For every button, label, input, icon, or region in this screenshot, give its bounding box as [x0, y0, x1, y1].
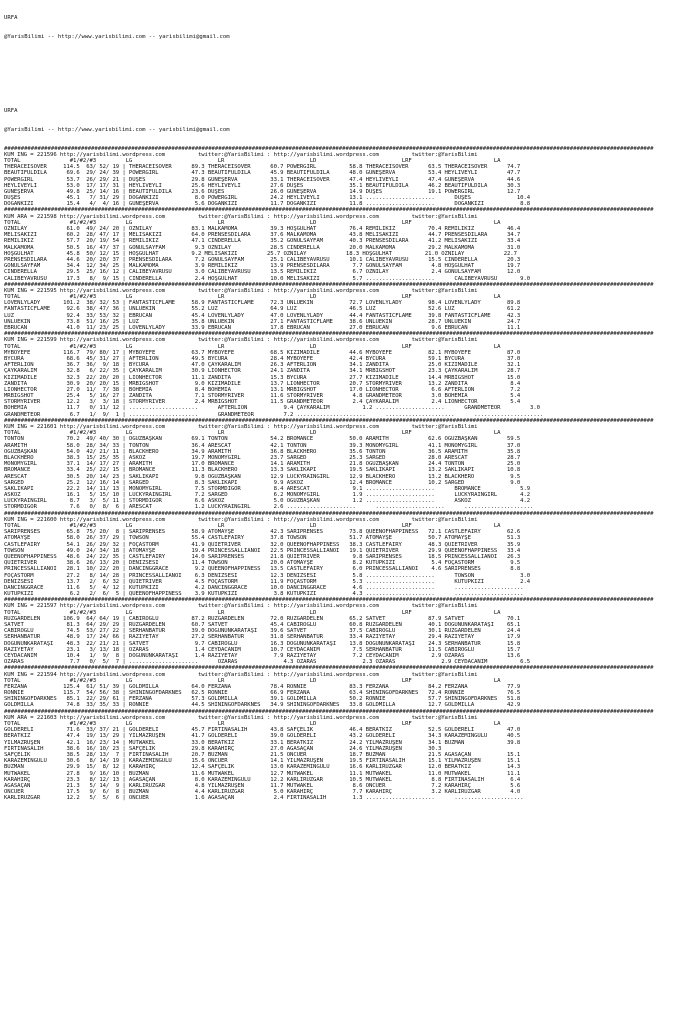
race-row: MONOMYGIRL 37.1 14/ 17/ 27 | ARAMİTH 17.0 BROMANCE 14.1 ARAMİTH 21.8 OĞUZBAŞKAN 24.4 TONTON 25.0	[4, 461, 521, 468]
race-row: DOĞANKIZI 15.4 4/ 4/ 16 | GÜNEŞERVA 5.6 DOĞANKIZI 11.7 DOĞANKIZI 11.8 ..................... DOĞANKIZI 8.8	[4, 201, 531, 208]
race-block	[4, 337, 684, 417]
column-header: TOTAL #1/#2/#3 LG LR LD LRF LA	[4, 430, 501, 437]
race-row: LUZ 92.4 33/ 53/ 32 | EBRUCAN 45.4 LOVENLYLADY 47.0 LOVENLYLADY 44.4 FANTASTICFLAME 39.8 FANTASTICFLAME 42.3	[4, 312, 521, 319]
race-row: ASKOZ 16.1 5/ 15/ 10 | LUCKYRAINGIRL 7.2 SARGED 6.2 MONOMYGIRL 1.9 ..................... LUCKYRAINGIRL 4.2	[4, 492, 531, 499]
subheader-contact: @YarisBilimi -- http://www.yarisbilimi.com -- yarisbilimi@gmail.com	[4, 126, 230, 133]
race-header: KUM ING = 221595 http://yarisbilimi.wordpress.com twitter:@YarisBilimi : http://yarisbilimi.wordpress.com twitter:@YarisBilimi	[4, 287, 478, 294]
race-row: BEAUTIFULDILA 69.6 29/ 24/ 39 | POWERGIRL 47.3 BEAUTIFULDILA 45.9 BEAUTIFULDILA 48.0 GÜNEŞERVA 53.4 HEYLIVEYLI 47.7	[4, 170, 521, 177]
separator-line: ##################################################################################################################################################################################################	[4, 417, 654, 424]
race-header: KUM ING = 221597 http://yarisbilimi.wordpress.com twitter:@YarisBilimi : http://yarisbilimi.wordpress.com twitter:@YarisBilimi	[4, 603, 478, 610]
race-row: MALKAMOMA 50.5 16/ 47/ 37 | GÖNÜLSAYFAM 9.3 ÖZNİLAY 28.5 CİNDERELLA 20.0 MALKAMOMA 29.2 MALKAMOMA 31.0	[4, 244, 521, 251]
spacer	[4, 53, 684, 59]
race-row: SARIPRENSES 65.8 75/ 20/ 8 | SARIPRENSES 58.9 ATOMAYŞE 42.3 SARIPRENSES 73.8 QUEENOFHAPPINESS 72.1 CASTLEFAIRY 62.6	[4, 529, 521, 536]
race-row: ÖZNİLAY 61.0 49/ 24/ 20 | ÖZNİLAY 83.1 MALKAMOMA 39.3 HOŞGÜLHAT 76.4 REMİLİKIZ 70.4 REMİLİKIZ 46.4	[4, 226, 521, 232]
race-row: GÜNEŞERVA 49.8 25/ 14/ 16 | BEAUTIFULDILA 23.6 DÜŞES 26.0 GÜNEŞERVA 14.9 DÜŞES 19.1 POWERGIRL 12.7	[4, 188, 521, 195]
race-row: KARLIRÜZGAR 12.2 5/ 5/ 6 | ÖNCÜER 1.6 AĞASAÇAN 2.4 FIRTINASALİH 1.3 ..................... .....................	[4, 795, 524, 802]
race-header: KUM ING = 221596 http://yarisbilimi.wordpress.com twitter:@YarisBilimi : http://yarisbilimi.wordpress.com twitter:@YarisBilimi	[4, 151, 478, 158]
subheader-title: URFA	[4, 108, 18, 115]
race-header: KUM ARA = 221603 http://yarisbilimi.wordpress.com twitter:@YarisBilimi : http://yarisbilimi.wordpress.com twitter:@YarisBilimi	[4, 714, 478, 721]
spacer	[4, 90, 684, 96]
race-row: SAKLIKAPI 22.2 14/ 11/ 13 | MONOMYGIRL 7.5 STORMDIGOR 8.4 ARESCAT 9.1 ..................... BROMANCE 5.9	[4, 485, 531, 492]
column-header: TOTAL #1/#2/#3 LG LR LD LRF LA	[4, 609, 501, 616]
column-header: TOTAL #1/#2/#3 LG LR LD LRF LA	[4, 219, 501, 226]
race-row: FOÇASTORM 27.2 8/ 14/ 28 | PRINCESSALLIANOI 6.3 DENİZSESİ 12.3 DENİZSESİ 5.8 ..................... TOWSON 3.0	[4, 572, 531, 579]
race-row: AFTERLION 36.7 36/ 9/ 18 | BYCURA 47.0 ÇAYKARALIM 26.3 AFTERLION 34.1 ZANDİTA 25.0 KIZIMADİLE 32.1	[4, 362, 521, 369]
race-row: DENİZSESİ 13.7 2/ 6/ 32 | QUIETRIVER 4.5 FOÇASTORM 11.9 FOÇASTORM 5.3 ..................... KUTUPKIZI 2.4	[4, 578, 531, 585]
race-row: GRANDMETEOR 6.7 1/ 9/ 1 | ..................... GRANDMETEOR 7.2 ..................... ..................... .....................	[4, 411, 544, 418]
race-row: KIZIMADİLE 32.3 22/ 20/ 20 | LIONHECTOR 11.1 ZANDİTA 15.3 BYCURA 27.7 KIZIMADİLE 14.4 MRBIGSHOT 15.0	[4, 374, 521, 381]
race-row: SHININGOFDARKNES 85.1 22/ 29/ 61 | FERZANA 57.3 GOLDMILLA 39.1 GOLDMILLA 50.2 RONNIE 57.7 SHININGOFDARKNES 51.8	[4, 696, 521, 703]
race-row: MUTWAKEL 27.8 9/ 16/ 10 | BUZMAN 11.6 MUTWAKEL 12.7 MUTWAKEL 11.1 MUTWAKEL 11.0 MUTWAKEL 11.1	[4, 770, 521, 777]
race-row: REMİLİKIZ 57.7 20/ 19/ 54 | REMİLİKIZ 47.1 CİNDERELLA 35.2 GÖNÜLSAYFAM 40.3 PRENSESDİLARA 41.2 MELİSAKIZI 33.4	[4, 238, 521, 245]
race-row: ÖNCÜER 17.5 9/ 6/ 8 | BUZMAN 4.4 KARLIRÜZGAR 5.0 KARAHIRÇ 7.7 KARAHIRÇ 3.2 KARLIRÜZGAR 4.0	[4, 789, 521, 796]
race-header: KUM ING = 221594 http://yarisbilimi.wordpress.com twitter:@YarisBilimi : http://yarisbilimi.wordpress.com twitter:@YarisBilimi	[4, 671, 478, 678]
race-row: DOĞUNUNKARATAŞI 48.3 22/ 21/ 21 | SATVET 9.7 CABİROĞLU 16.3 DOĞUNUNKARATAŞI 13.8 DOĞUNUNKARATAŞI 24.3 SERHANBATUR 15.8	[4, 640, 521, 647]
race-row: CİNDERELLA 29.5 25/ 16/ 12 | CALİBEYAVRUSU 3.0 CALİBEYAVRUSU 13.5 REMİLİKIZ 6.7 ÖZNİLAY 2.4 GÖNÜLSAYFAM 12.0	[4, 269, 521, 276]
race-row: STORMYRIVER 12.2 3/ 3/ 18 | STORMYRIVER 2.4 MRBIGSHOT 11.5 GRANDMETEOR 2.4 ÇAYKARALIM 2.4 LIONHECTOR 5.4	[4, 399, 521, 406]
race-row: BERATKIZ 47.4 19/ 13/ 29 | YILMAZRÜŞEN 41.7 GÖLDERELİ 39.0 GÖLDERELİ 43.2 GÖLDERELİ 34.3 KARAZEMİNGÜLÜ 40.5	[4, 733, 521, 740]
race-row: LUCKYRAINGIRL 8.7 3/ 5/ 11 | STORMDIGOR 6.6 ASKOZ 5.0 OĞUZBAŞKAN 1.2 ..................... ASKOZ 4.2	[4, 498, 531, 505]
separator-line: ##################################################################################################################################################################################################	[4, 281, 654, 288]
race-block	[4, 603, 684, 665]
separator-line: ##################################################################################################################################################################################################	[4, 708, 654, 715]
race-block	[4, 288, 684, 331]
race-row: FERZANA 125.4 61/ 51/ 39 | GOLDMILLA 64.0 FERZANA 78.4 RONNIE 83.3 FERZANA 84.2 FERZANA 77.9	[4, 683, 521, 690]
race-row: LIONHECTOR 27.0 11/ 7/ 38 | BOHEMIA 8.4 BOHEMIA 13.1 MRBIGSHOT 17.0 LIONHECTOR 6.6 AFTERLION 7.2	[4, 386, 521, 393]
race-row: ARESCAT 30.5 20/ 14/ 23 | SAKLIKAPI 9.8 OĞUZBAŞKAN 12.9 LUCKYRAINGIRL 12.9 BLACKHERO 13.2 BLACKHERO 9.5	[4, 473, 521, 480]
race-row: THERACEISOVER 114.5 63/ 52/ 19 | THERACEISOVER 89.3 THERACEISOVER 60.7 POWERGIRL 58.8 THERACEISOVER 63.5 THERACEISOVER 74.7	[4, 164, 521, 171]
race-row: ÇAYKARALIM 32.8 6/ 22/ 35 | ÇAYKARALIM 30.9 LIONHECTOR 24.1 ZANDİTA 34.1 MRBIGSHOT 23.3 ÇAYKARALIM 28.7	[4, 368, 521, 375]
race-row: PRENSESDİLARA 44.6 20/ 20/ 37 | PRENSESDİLARA 7.2 GÖNÜLSAYFAM 25.1 CALİBEYAVRUSU 10.1 CALİBEYAVRUSU 15.5 CİNDERELLA 20.3	[4, 256, 521, 263]
race-row: DANCINGGRACE 11.6 5/ 4/ 12 | KUTUPKIZI 4.2 DANCINGGRACE 10.0 DANCINGGRACE 4.6 ..................... .....................	[4, 584, 524, 591]
race-row: CASTLEFAIRY 54.1 26/ 29/ 32 | FOÇASTORM 41.9 QUIETRIVER 32.0 QUEENOFHAPPINESS 38.3 CASTLEFAIRY 48.3 QUIETRIVER 35.9	[4, 541, 521, 548]
race-row: TOWSON 49.0 24/ 34/ 18 | ATOMAYŞE 19.4 PRINCESSALLIANOI 22.5 PRINCESSALLIANOI 19.1 QUIETRIVER 29.9 QUEENOFHAPPINESS 33.4	[4, 547, 521, 554]
race-row: SERHANBATUR 48.9 17/ 24/ 66 | RAZIYETAY 27.2 SERHANBATUR 31.8 SERHANBATUR 33.4 RAZIYETAY 29.4 RAZIYETAY 17.9	[4, 634, 521, 641]
race-row: QUEENOFHAPPINESS 48.6 24/ 22/ 35 | CASTLEFAIRY 14.0 SARIPRENSES 21.8 QUIETRIVER 9.8 SARIPRENSES 18.5 PRINCESSALLIANOI 26.3	[4, 553, 521, 560]
separator-line: ##################################################################################################################################################################################################	[4, 207, 654, 214]
race-row: BYCURA 68.6 45/ 31/ 27 | AFTERLION 49.5 BYCURA 28.4 MYBOYEFE 42.4 BYCURA 59.1 BYCURA 37.0	[4, 355, 521, 362]
race-header: KUM ING = 221600 http://yarisbilimi.wordpress.com twitter:@YarisBilimi : http://yarisbilimi.wordpress.com twitter:@YarisBilimi	[4, 516, 478, 523]
race-row: STORMDIGOR 7.6 0/ 8/ 6 | ARESCAT 1.2 LUCKYRAINGIRL 2.6 ..................... ..................... .....................	[4, 504, 534, 511]
separator-line: ##################################################################################################################################################################################################	[4, 331, 654, 338]
race-block	[4, 715, 684, 802]
race-block	[4, 214, 684, 282]
header-title: URFA	[4, 15, 18, 22]
race-header: KUM ARA = 221598 http://yarisbilimi.wordpress.com twitter:@YarisBilimi : http://yarisbilimi.wordpress.com twitter:@YarisBilimi	[4, 213, 478, 220]
race-row: RAZIYETAY 23.1 3/ 13/ 18 | ÖZARAS 1.4 CEYDACANIM 10.7 CEYDACANIM 7.5 SERHANBATUR 11.5 CABİROĞLU 15.7	[4, 646, 521, 653]
race-block	[4, 152, 684, 208]
race-row: CABİROĞLU 74.5 53/ 27/ 22 | SERHANBATUR 39.0 DOĞUNUNKARATAŞI 39.6 SATVET 37.5 CABİROĞLU 30.1 RÜZGARDELEN 24.4	[4, 628, 521, 635]
race-row: TONTON 70.2 49/ 40/ 30 | OĞUZBAŞKAN 69.1 TONTON 54.2 BROMANCE 50.0 ARAMİTH 62.6 OĞUZBAŞKAN 59.5	[4, 436, 521, 443]
race-row: EBRUCAN 41.0 11/ 23/ 25 | LOVENLYLADY 33.9 EBRUCAN 17.8 EBRUCAN 27.0 EBRUCAN 9.6 EBRUCAN 11.1	[4, 325, 521, 331]
race-row: LOVENLYLADY 101.2 38/ 32/ 53 | FANTASTICFLAME 58.9 FANTASTICFLAME 72.3 ÜNLÜEKİN 72.7 LOVENLYLADY 98.4 LOVENLYLADY 89.8	[4, 300, 521, 307]
race-row: SAFÇELİK 38.5 28/ 13/ 7 | FIRTINASALİH 20.7 BUZMAN 21.5 ÖNCÜER 18.7 BUZMAN 21.5 AĞASAÇAN 15.1	[4, 751, 521, 758]
column-header: TOTAL #1/#2/#3 LG LR LD LRF LA	[4, 294, 501, 301]
race-row: KARAHIRÇ 23.3 8/ 12/ 13 | AĞASAÇAN 8.0 KARAZEMİNGÜLÜ 12.2 KARLIRÜZGAR 10.5 MUTWAKEL 8.8 FIRTINASALİH 6.4	[4, 776, 521, 783]
separator-line: ##################################################################################################################################################################################################	[4, 597, 654, 604]
race-row: BUZMAN 29.9 15/ 8/ 12 | KARAHIRÇ 12.4 SAFÇELİK 13.0 KARAZEMİNGÜLÜ 16.6 KARLIRÜZGAR 12.0 BERATKIZ 14.3	[4, 764, 521, 771]
race-row: RÜZGARDELEN 106.9 64/ 64/ 19 | CABİROĞLU 87.2 RÜZGARDELEN 72.0 RÜZGARDELEN 65.2 SATVET 87.9 SATVET 70.1	[4, 615, 521, 622]
race-row: SARGED 25.2 12/ 16/ 14 | SARGED 8.3 SAKLIKAPI 9.9 ASKOZ 12.4 BROMANCE 10.2 SARGED 9.0	[4, 479, 521, 486]
race-row: RONNIE 115.7 54/ 56/ 38 | SHININGOFDARKNES 62.5 RONNIE 66.9 FERZANA 63.4 SHININGOFDARKNES 72.4 RONNIE 76.5	[4, 690, 521, 697]
race-block	[4, 672, 684, 709]
race-block	[4, 424, 684, 511]
race-header: KUM ING = 221601 http://yarisbilimi.wordpress.com twitter:@YarisBilimi : http://yarisbilimi.wordpress.com twitter:@YarisBilimi	[4, 424, 478, 430]
race-row: KUTUPKIZI 6.2 2/ 6/ 5 | QUEENOFHAPPINESS 3.9 KUTUPKIZI 3.8 KUTUPKIZI 4.3 ..................... .....................	[4, 591, 524, 598]
race-row: POWERGIRL 53.7 26/ 29/ 21 | DÜŞES 29.8 GÜNEŞERVA 33.1 THERACEISOVER 47.4 HEYLIVEYLI 47.4 GÜNEŞERVA 44.6	[4, 176, 521, 183]
race-row: BOHEMIA 11.7 0/ 11/ 12 | ..................... AFTERLION 9.4 ÇAYKARALIM 1.2 ..................... GRANDMETEOR 3.0	[4, 405, 540, 412]
race-row: GÖNÜLSAYFAM 34.4 12/ 34/ 25 | MALKAMOMA 3.9 REMİLİKIZ 13.9 PRENSESDİLARA 7.7 GÖNÜLSAYFAM 4.8 HOŞGÜLHAT 19.7	[4, 263, 521, 270]
separator-line: ##################################################################################################################################################################################################	[4, 145, 654, 152]
race-row: BROMANCE 33.4 25/ 22/ 15 | BROMANCE 11.3 BLACKHERO 13.3 SAKLIKAPI 19.5 SAKLIKAPI 13.2 SAKLIKAPI 10.8	[4, 467, 521, 474]
race-row: AĞASAÇAN 21.3 5/ 14/ 9 | KARLIRÜZGAR 4.8 YILMAZRÜŞEN 11.7 MUTWAKEL 8.6 ÖNCÜER 7.2 KARAHIRÇ 5.6	[4, 782, 521, 789]
race-row: MYBOYEFE 116.7 79/ 80/ 17 | MYBOYEFE 63.7 MYBOYEFE 68.5 KIZIMADİLE 44.6 MYBOYEFE 82.1 MYBOYEFE 87.0	[4, 349, 521, 356]
race-row: ATOMAYŞE 58.0 26/ 37/ 29 | TOWSON 55.4 CASTLEFAIRY 37.8 TOWSON 51.7 ATOMAYŞE 50.7 ATOMAYŞE 51.3	[4, 535, 521, 542]
race-row: CEYDACANIM 10.4 1/ 9/ 8 | DOĞUNUNKARATAŞI 1.4 RAZIYETAY 7.9 RAZIYETAY 7.2 CEYDACANIM 2.9 ÖZARAS 13.6	[4, 652, 521, 659]
race-block	[4, 517, 684, 597]
race-row: HEYLIVEYLI 53.0 17/ 17/ 31 | HEYLIVEYLI 25.6 HEYLIVEYLI 27.6 DÜŞES 35.1 BEAUTIFULDILA 46.2 BEAUTIFULDILA 30.3	[4, 182, 521, 189]
column-header: TOTAL #1/#2/#3 LG LR LD LRF LA	[4, 677, 501, 684]
separator-line: ##################################################################################################################################################################################################	[4, 510, 654, 517]
race-row: HOŞGÜLHAT 45.8 50/ 12/ 15 | HOŞGÜLHAT 9.2 MELİSAKIZI 25.7 ÖZNİLAY 18.3 HOŞGÜLHAT 21.0 ÖZNİLAY 22.7	[4, 250, 517, 257]
column-header: TOTAL #1/#2/#3 LG LR LD LRF LA	[4, 343, 501, 350]
race-row: ARAMİTH 58.0 28/ 34/ 33 | TONTON 36.4 ARESCAT 42.1 TONTON 39.3 MONOMYGIRL 41.1 MONOMYGIRL 37.0	[4, 442, 521, 449]
race-row: QUIETRIVER 38.6 26/ 13/ 20 | DENİZSESİ 11.4 TOWSON 20.0 ATOMAYŞE 8.2 KUTUPKIZI 5.4 FOÇASTORM 9.5	[4, 560, 521, 567]
column-header: TOTAL #1/#2/#3 LG LR LD LRF LA	[4, 721, 501, 727]
spacer	[4, 71, 684, 77]
column-header: TOTAL #1/#2/#3 LG LR LD LRF LA	[4, 523, 501, 529]
race-row: ÜNLÜEKİN 73.8 51/ 16/ 25 | LUZ 35.8 ÜNLÜEKİN 27.1 FANTASTICFLAME 38.6 ÜNLÜEKİN 28.7 ÜNLÜEKİN 24.7	[4, 318, 521, 325]
race-row: KARAZEMİNGÜLÜ 30.6 8/ 14/ 19 | KARAZEMİNGÜLÜ 15.6 ÖNCÜER 14.1 YILMAZRÜŞEN 19.5 FIRTINASALİH 15.1 YILMAZRÜŞEN 15.1	[4, 758, 521, 765]
race-row: MRBIGSHOT 25.4 5/ 16/ 27 | ZANDİTA 7.1 STORMYRIVER 11.6 STORMYRIVER 4.8 GRANDMETEOR 3.0 BOHEMIA 5.4	[4, 393, 521, 400]
race-row: CALİBEYAVRUSU 17.3 8/ 9/ 15 | CİNDERELLA 2.4 HOŞGÜLHAT 10.0 MELİSAKIZI 5.7 ..................... CALİBEYAVRUSU 9.0	[4, 275, 531, 282]
race-row: GOLDMILLA 74.8 33/ 35/ 33 | RONNIE 44.5 SHININGOFDARKNES 34.9 SHININGOFDARKNES 33.8 GOLDMILLA 12.7 GOLDMILLA 42.9	[4, 702, 521, 709]
separator-line: ##################################################################################################################################################################################################	[4, 665, 654, 672]
race-row: DÜŞES 45.1 7/ 31/ 29 | DOĞANKIZI 8.0 POWERGIRL 24.2 HEYLIVEYLI 13.1 ..................... DÜŞES 10.4	[4, 195, 531, 202]
race-list	[4, 146, 684, 802]
race-header: KUM ING = 221599 http://yarisbilimi.wordpress.com twitter:@YarisBilimi : http://yarisbilimi.wordpress.com twitter:@YarisBilimi	[4, 337, 478, 344]
race-row: SATVET 81.3 64/ 29/ 29 | RÜZGARDELEN 60.7 SATVET 45.4 CABİROĞLU 60.8 RÜZGARDELEN 40.1 DOĞUNUNKARATAŞI 65.1	[4, 622, 521, 628]
race-row: YILMAZRÜŞEN 42.1 16/ 23/ 14 | MUTWAKEL 33.0 BERATKIZ 33.1 BERATKIZ 24.2 YILMAZRÜŞEN 34.1 BUZMAN 39.8	[4, 739, 521, 746]
race-row: FANTASTICFLAME 92.6 38/ 47/ 36 | ÜNLÜEKİN 55.2 LUZ 64.9 LUZ 46.5 LUZ 52.6 LUZ 61.2	[4, 306, 521, 313]
race-row: PRINCESSALLIANOI 28.1 10/ 22/ 20 | DANCINGGRACE 9.2 QUEENOFHAPPINESS 13.5 CASTLEFAIRY 6.0 PRINCESSALLIANOI 4.6 SARIPRENSES 8.8	[4, 566, 521, 573]
race-row: BLACKHERO 38.3 15/ 25/ 35 | ASKOZ 19.7 MONOMYGIRL 23.7 SARGED 25.3 SARGED 28.0 ARESCAT 28.7	[4, 454, 521, 461]
race-row: OĞUZBAŞKAN 54.0 42/ 21/ 11 | BLACKHERO 34.9 ARAMİTH 36.8 BLACKHERO 35.6 TONTON 36.5 ARAMİTH 35.8	[4, 448, 521, 455]
header-contact: @YarisBilimi -- http://www.yarisbilimi.com -- yarisbilimi@gmail.com	[4, 34, 230, 40]
race-row: ÖZARAS 7.7 0/ 5/ 7 | ..................... ÖZARAS 4.3 ÖZARAS 2.3 ÖZARAS 2.9 CEYDACANIM 6.5	[4, 659, 531, 666]
race-row: FIRTINASALİH 38.6 16/ 10/ 23 | SAFÇELİK 29.8 KARAHIRÇ 27.0 AĞASAÇAN 24.6 YILMAZRÜŞEN 30.3	[4, 745, 442, 752]
race-row: GÖLDERELİ 71.6 33/ 37/ 21 | GÖLDERELİ 45.7 FIRTINASALİH 43.8 SAFÇELİK 46.4 BERATKIZ 52.5 GÖLDERELİ 47.0	[4, 727, 521, 734]
race-row: ZANDİTA 30.9 20/ 20/ 15 | MRBIGSHOT 9.0 KIZIMADİLE 13.7 LIONHECTOR 20.7 STORMYRIVER 13.2 ZANDİTA 8.4	[4, 380, 521, 387]
column-header: TOTAL #1/#2/#3 LG LR LD LRF LA	[4, 157, 501, 164]
race-row: MELİSAKIZI 60.2 28/ 47/ 17 | MELİSAKIZI 64.0 PRENSESDİLARA 37.6 MALKAMOMA 43.8 MELİSAKIZI 44.7 PRENSESDİLARA 34.7	[4, 232, 521, 239]
